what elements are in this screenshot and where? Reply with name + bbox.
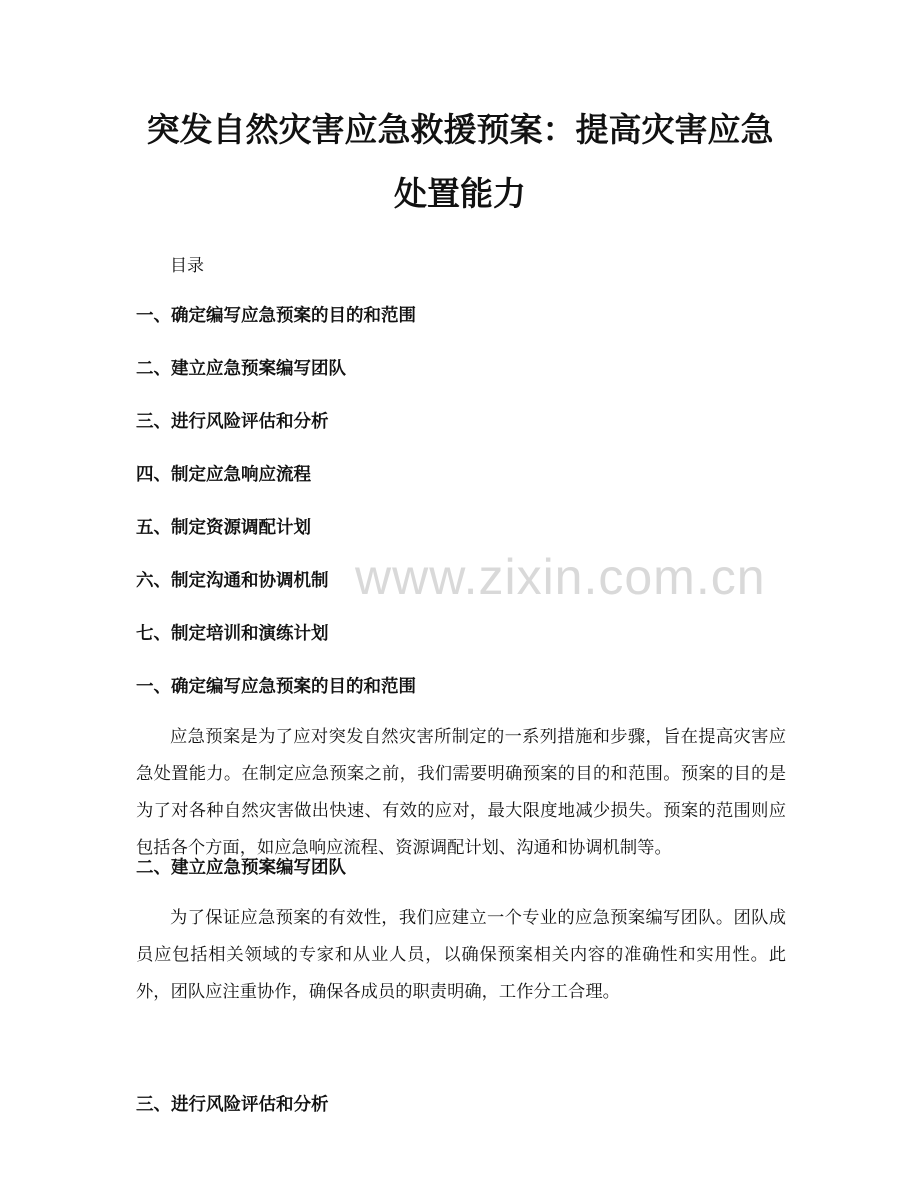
toc-item: 四、制定应急响应流程: [136, 465, 311, 485]
section-paragraph: 为了保证应急预案的有效性，我们应建立一个专业的应急预案编写团队。团队成员应包括相关领域的专家和从业人员，以确保预案相关内容的准确性和实用性。此外，团队应注重协作，确保各成员的职责明确，工作分工合理。: [136, 908, 786, 1002]
toc-item: 六、制定沟通和协调机制: [136, 571, 329, 591]
toc-item: 二、建立应急预案编写团队: [136, 359, 346, 379]
section-heading: 一、确定编写应急预案的目的和范围: [136, 677, 416, 697]
page-title-line-1: 突发自然灾害应急救援预案：提高灾害应急: [146, 110, 774, 149]
toc-item: 七、制定培训和演练计划: [136, 624, 329, 644]
watermark: www.zixin.com.cn: [355, 549, 766, 605]
toc-label: 目录: [170, 256, 204, 276]
toc-item: 三、进行风险评估和分析: [136, 412, 329, 432]
toc-item: 五、制定资源调配计划: [136, 518, 311, 538]
section-heading: 三、进行风险评估和分析: [136, 1095, 329, 1115]
toc-item: 一、确定编写应急预案的目的和范围: [136, 306, 416, 326]
section-heading: 二、建立应急预案编写团队: [136, 858, 346, 878]
page-title-line-2: 处置能力: [394, 174, 526, 213]
section-paragraph: 应急预案是为了应对突发自然灾害所制定的一系列措施和步骤，旨在提高灾害应急处置能力。在制定应急预案之前，我们需要明确预案的目的和范围。预案的目的是为了对各种自然灾害做出快速、有效的应对，最大限度地减少损失。预案的范围则应包括各个方面，如应急响应流程、资源调配计划、沟通和协调机制等。: [136, 727, 786, 858]
